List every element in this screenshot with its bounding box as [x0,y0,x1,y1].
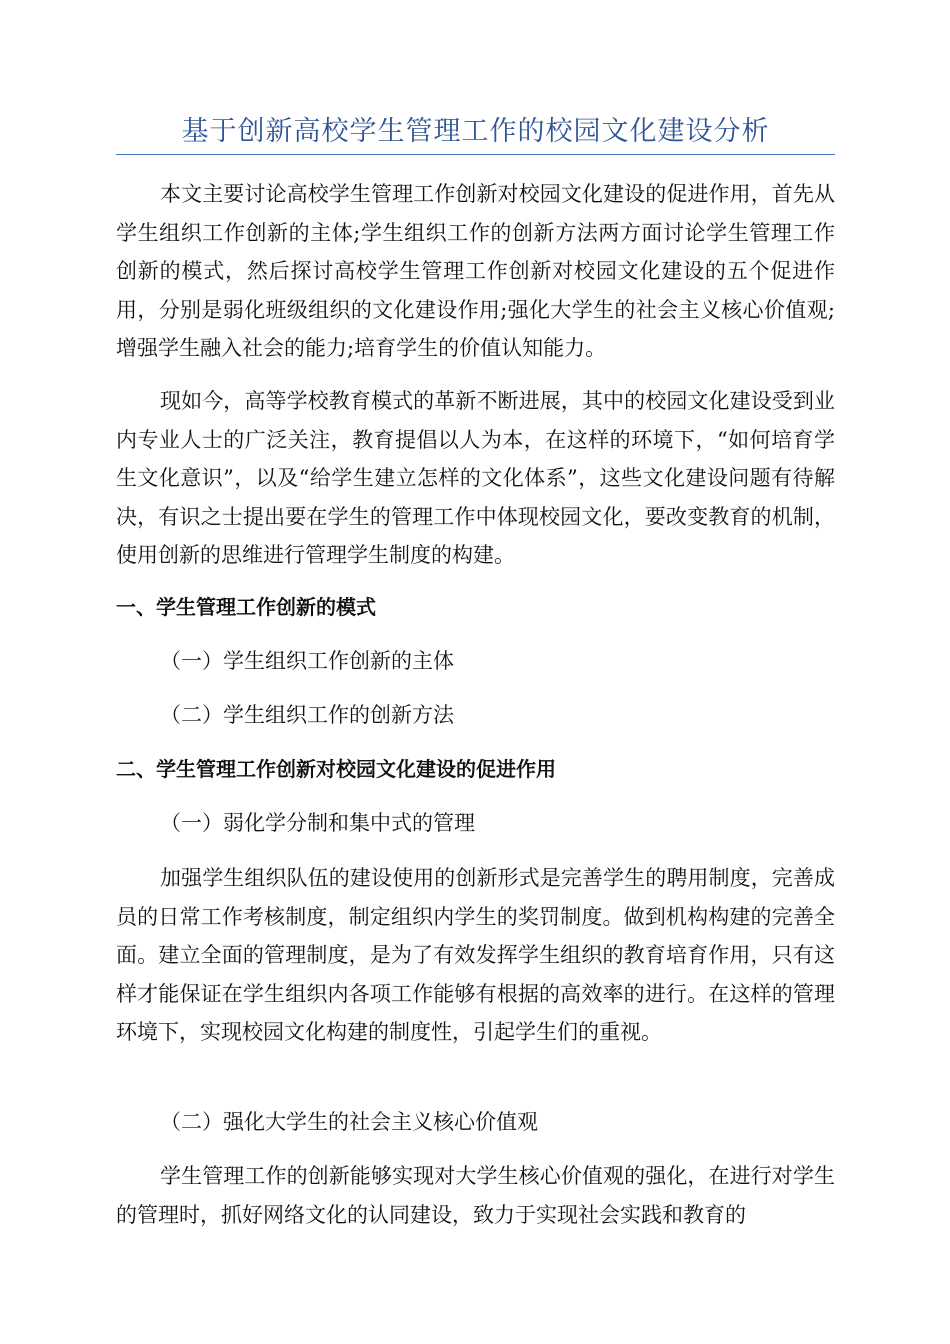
title-underline [116,154,835,155]
abstract-paragraph: 本文主要讨论高校学生管理工作创新对校园文化建设的促进作用，首先从学生组织工作创新的主体;学生组织工作的创新方法两方面讨论学生管理工作创新的模式，然后探讨高校学生管理工作创新对校园文化建设的五个促进作用，分别是弱化班级组织的文化建设作用;强化大学生的社会主义核心价值观;增强学生融入社会的能力;培育学生的价值认知能力。 [116,182,835,360]
document-title: 基于创新高校学生管理工作的校园文化建设分析 [181,116,770,147]
section-2-2-paragraph: 学生管理工作的创新能够实现对大学生核心价值观的强化，在进行对学生的管理时，抓好网络文化的认同建设，致力于实现社会实践和教育的 [116,1164,835,1227]
section-1-subheading-2: （二）学生组织工作的创新方法 [160,703,454,727]
section-2-1-paragraph: 加强学生组织队伍的建设使用的创新形式是完善学生的聘用制度，完善成员的日常工作考核制度，制定组织内学生的奖罚制度。做到机构构建的完善全面。建立全面的管理制度，是为了有效发挥学生组织的教育培育作用，只有这样才能保证在学生组织内各项工作能够有根据的高效率的进行。在这样的管理环境下，实现校园文化构建的制度性，引起学生们的重视。 [116,866,835,1044]
section-2-heading: 二、学生管理工作创新对校园文化建设的促进作用 [116,757,556,781]
section-2-subheading-2: （二）强化大学生的社会主义核心价值观 [160,1110,538,1134]
intro-paragraph: 现如今，高等学校教育模式的革新不断进展，其中的校园文化建设受到业内专业人士的广泛关注，教育提倡以人为本，在这样的环境下，“如何培育学生文化意识”，以及“给学生建立怎样的文化体系”，这些文化建设问题有待解决，有识之士提出要在学生的管理工作中体现校园文化，要改变教育的机制，使用创新的思维进行管理学生制度的构建。 [116,389,835,567]
section-1-subheading-1: （一）学生组织工作创新的主体 [160,649,454,673]
section-2-subheading-1: （一）弱化学分制和集中式的管理 [160,811,475,835]
section-1-heading: 一、学生管理工作创新的模式 [116,595,376,619]
